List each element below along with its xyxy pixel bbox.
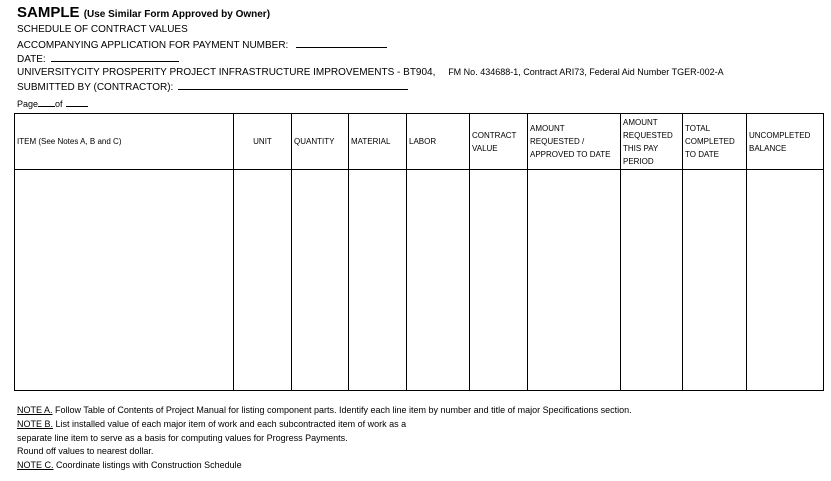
project-line	[17, 66, 724, 79]
note-c	[17, 459, 632, 473]
col-labor: LABOR	[407, 114, 470, 170]
note-text: Coordinate listings with Construction Schedule	[53, 460, 242, 471]
note-rounding	[17, 445, 632, 459]
col-quantity: QUANTITY	[292, 114, 349, 170]
cell-amount-requested-this-period[interactable]	[621, 170, 683, 391]
title-note: (Use Similar Form Approved by Owner)	[83, 9, 271, 20]
submitted-by-blank[interactable]	[178, 80, 408, 90]
page-line	[17, 97, 88, 110]
note-a	[17, 404, 632, 418]
of-label: of	[55, 99, 63, 109]
payment-number-label: ACCOMPANYING APPLICATION FOR PAYMENT NUMBER:	[17, 40, 289, 51]
cell-total-completed[interactable]	[683, 170, 747, 391]
payment-number-blank[interactable]	[296, 38, 387, 48]
note-label: NOTE C.	[17, 460, 54, 471]
col-uncompleted-balance: UNCOMPLETED BALANCE	[747, 114, 824, 170]
col-contract-value: CONTRACT VALUE	[470, 114, 528, 170]
submitted-by-line	[17, 80, 408, 94]
schedule-heading: SCHEDULE OF CONTRACT VALUES	[17, 24, 188, 35]
col-unit: UNIT	[234, 114, 292, 170]
note-label: NOTE B.	[17, 418, 54, 429]
col-material: MATERIAL	[349, 114, 407, 170]
cell-contract-value[interactable]	[470, 170, 528, 391]
date-label: DATE:	[17, 54, 46, 65]
payment-number-line	[17, 38, 387, 52]
cell-amount-requested-to-date[interactable]	[528, 170, 621, 391]
page-number-blank[interactable]	[38, 97, 55, 107]
schedule-table	[14, 113, 824, 391]
form-title	[17, 4, 270, 24]
note-text: List installed value of each major item of work and each subcontracted item of work as a	[53, 418, 407, 429]
col-item: ITEM (See Notes A, B and C)	[15, 114, 234, 170]
cell-material[interactable]	[349, 170, 407, 391]
cell-unit[interactable]	[234, 170, 292, 391]
submitted-by-label: SUBMITTED BY (CONTRACTOR):	[17, 82, 174, 93]
col-total-completed: TOTAL COMPLETED TO DATE	[683, 114, 747, 170]
note-text: Follow Table of Contents of Project Manual for listing component parts. Identify each line item by number and title of major Specifications section.	[52, 405, 632, 415]
cell-uncompleted-balance[interactable]	[747, 170, 824, 391]
note-b	[17, 418, 632, 432]
col-amount-requested-this-period: AMOUNT REQUESTED THIS PAY PERIOD	[621, 114, 683, 170]
table-header-row	[15, 114, 824, 170]
fm-number: FM No. 434688-1, Contract ARI73, Federal Aid Number TGER-002-A	[448, 67, 724, 77]
page-total-blank[interactable]	[66, 97, 88, 107]
note-label: NOTE A.	[17, 405, 53, 415]
note-text: separate line item to serve as a basis for computing values for Progress Payments.	[17, 432, 348, 443]
note-text: Round off values to nearest dollar.	[17, 446, 154, 457]
cell-quantity[interactable]	[292, 170, 349, 391]
col-amount-requested-to-date: AMOUNT REQUESTED / APPROVED TO DATE	[528, 114, 621, 170]
cell-item[interactable]	[15, 170, 234, 391]
date-blank[interactable]	[51, 52, 179, 62]
title-text: SAMPLE	[17, 4, 80, 21]
notes-section	[17, 404, 632, 473]
note-b-continued	[17, 432, 632, 446]
cell-labor[interactable]	[407, 170, 470, 391]
project-name: UNIVERSITYCITY PROSPERITY PROJECT INFRASTRUCTURE IMPROVEMENTS - BT904,	[17, 67, 436, 78]
table-row	[15, 170, 824, 391]
date-line	[17, 52, 179, 66]
page-label: Page	[17, 99, 39, 109]
